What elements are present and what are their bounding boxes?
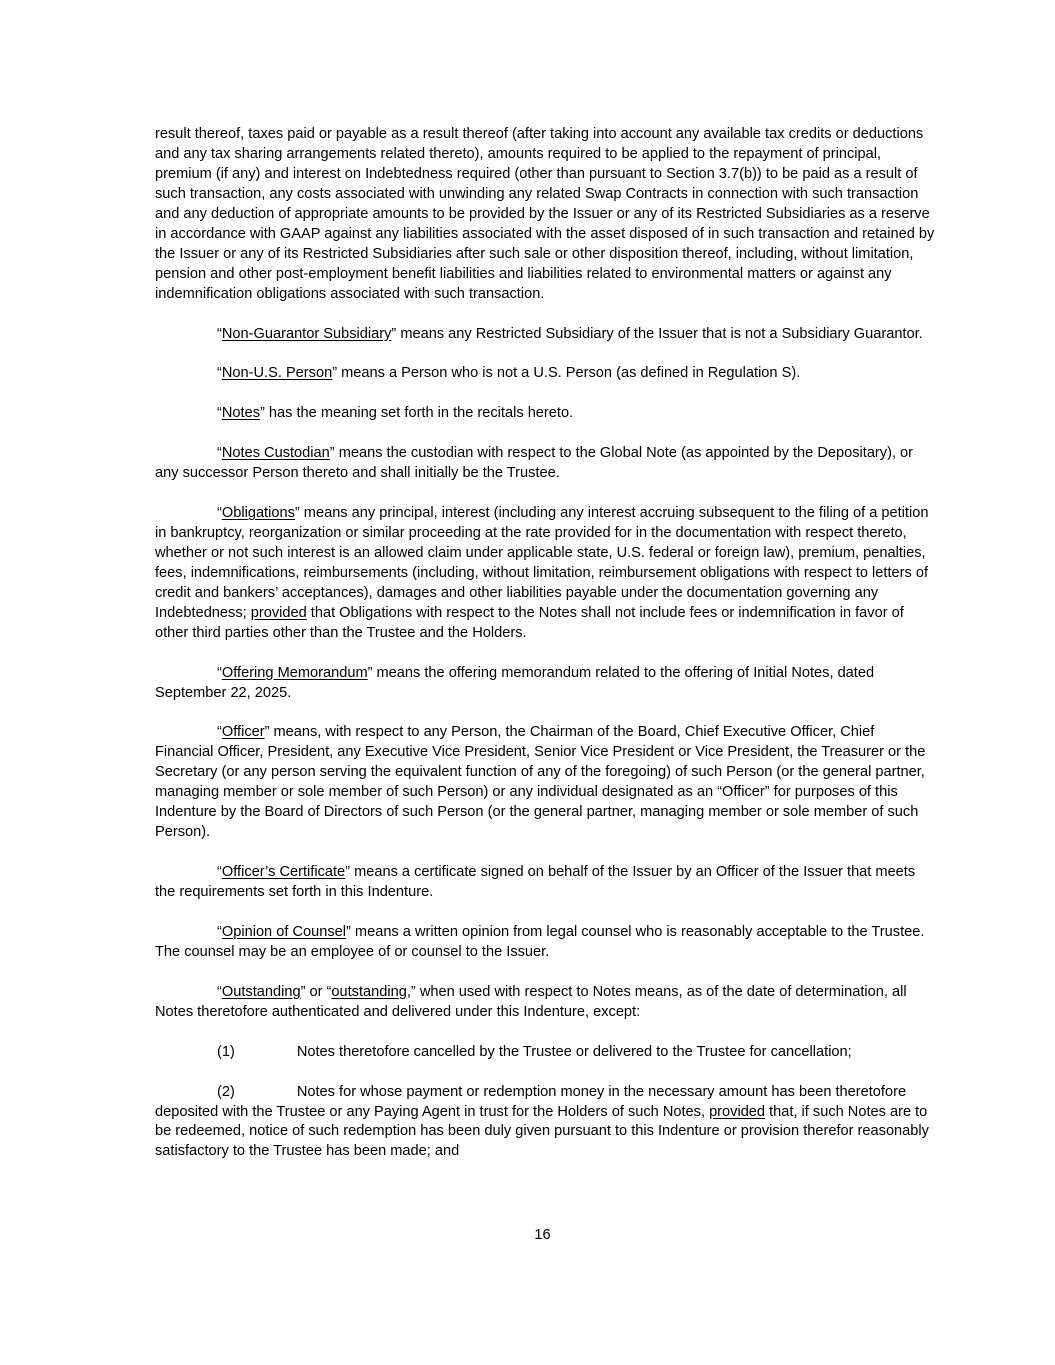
list-item-1 [155,1043,935,1063]
defined-term: Outstanding [221,983,301,1000]
list-item-text: Notes for whose payment or redemption money in the necessary amount has been theretofore deposited with the Trustee or any Paying Agent in trust for the Holders of such Notes, [155,1083,907,1120]
defined-term: Officer’s Certificate [221,864,346,881]
defined-term-alternate: outstanding [331,983,407,1000]
quote-joiner: ” or “ [300,983,332,1000]
paragraph-net-proceeds-continuation [155,125,935,305]
definition-notes-custodian [155,444,935,484]
definition-text: ” means any principal, interest (including any interest accruing subsequent to the filing of a petition in bankruptcy, reorganization or similar proceeding at the rate provided for in the documentation with respect thereto, whether or not such interest is an allowed claim under applicable state, U.S. federal or foreign law), premium, penalties, fees, indemnifications, reimbursements (including, without limitation, reimbursement obligations with respect to letters of credit and bankers’ acceptances), damages and other liabilities payable under the documentation governing any Indebtedness; [155,505,929,621]
definition-text: ” means a Person who is not a U.S. Person (as defined in Regulation S). [332,365,801,382]
defined-term: Non-U.S. Person [221,365,333,382]
open-quote: “ [217,724,222,741]
definition-text: ” means a certificate signed on behalf of the Issuer by an Officer of the Issuer that meets the requirements set forth in this Indenture. [155,864,916,901]
list-item-text-continued: that, if such Notes are to be redeemed, notice of such redemption has been duly given pursuant to this Indenture or provision therefor reasonably satisfactory to the Trustee has been made; and [155,1103,929,1160]
document-body [155,125,935,1182]
list-item-text: Notes theretofore cancelled by the Trustee or delivered to the Trustee for cancellation; [296,1043,852,1060]
definition-text: ,” when used with respect to Notes means, as of the date of determination, all Notes theretofore authenticated and delivered under this Indenture, except: [155,983,907,1020]
definition-text: ” means, with respect to any Person, the Chairman of the Board, Chief Executive Officer, Chief Financial Officer, President, any Executive Vice President, Senior Vice President or Vice President, the Treasurer or the Secretary (or any person serving the equivalent function of any of the foregoing) of such Person (or the general partner, managing member or sole member of such Person) or any individual designated as an “Officer” for purposes of this Indenture by the Board of Directors of such Person (or the general partner, managing member or sole member of such Person). [155,724,926,841]
definition-text: ” has the meaning set forth in the recitals hereto. [260,405,574,422]
definition-non-guarantor-subsidiary [155,325,935,345]
list-item-number: (1) [217,1043,235,1060]
list-item-number: (2) [217,1083,235,1100]
defined-term: Notes Custodian [221,445,330,462]
defined-term: Officer [221,724,265,741]
defined-term: Obligations [221,505,295,522]
open-quote: “ [217,325,222,342]
definition-non-us-person [155,364,935,384]
open-quote: “ [217,923,222,940]
list-item-2 [155,1083,935,1163]
defined-term: Opinion of Counsel [221,923,347,940]
defined-term: Non-Guarantor Subsidiary [221,325,392,342]
definition-offering-memorandum [155,664,935,704]
definition-officer [155,723,935,843]
definition-text-continued: that Obligations with respect to the Notes shall not include fees or indemnification in favor of other third parties other than the Trustee and the Holders. [155,604,904,641]
definition-text: ” means the custodian with respect to the Global Note (as appointed by the Depositary), or any successor Person thereto and shall initially be the Trustee. [155,445,914,482]
defined-term: Offering Memorandum [221,664,368,681]
page-number: 16 [534,1227,551,1243]
defined-term: Notes [221,405,260,422]
open-quote: “ [217,664,222,681]
definition-text: ” means a written opinion from legal counsel who is reasonably acceptable to the Trustee. The counsel may be an employee of or counsel to the Issuer. [155,923,925,960]
definition-officers-certificate [155,863,935,903]
open-quote: “ [217,983,222,1000]
definition-notes [155,404,935,424]
open-quote: “ [217,505,222,522]
definition-obligations [155,504,935,644]
open-quote: “ [217,405,222,422]
underlined-word: provided [250,604,307,621]
underlined-word: provided [709,1103,766,1120]
open-quote: “ [217,864,222,881]
open-quote: “ [217,365,222,382]
definition-opinion-of-counsel [155,923,935,963]
open-quote: “ [217,445,222,462]
definition-text: ” means the offering memorandum related to the offering of Initial Notes, dated September 22, 2025. [155,664,875,701]
definition-text: ” means any Restricted Subsidiary of the Issuer that is not a Subsidiary Guarantor. [391,325,923,342]
paragraph-text: result thereof, taxes paid or payable as a result thereof (after taking into account any available tax credits or deductions and any tax sharing arrangements related thereto), amounts required to be applied to the repayment of principal, premium (if any) and interest on Indebtedness required (other than pursuant to Section 3.7(b)) to be paid as a result of such transaction, any costs associated with unwinding any related Swap Contracts in connection with such transaction and any deduction of appropriate amounts to be provided by the Issuer or any of its Restricted Subsidiaries as a reserve in accordance with GAAP against any liabilities associated with the asset disposed of in such transaction and retained by the Issuer or any of its Restricted Subsidiaries after such sale or other disposition thereof, including, without limitation, pension and other post-employment benefit liabilities and liabilities related to environmental matters or against any indemnification obligations associated with such transaction. [155,126,935,302]
definition-outstanding [155,983,935,1023]
